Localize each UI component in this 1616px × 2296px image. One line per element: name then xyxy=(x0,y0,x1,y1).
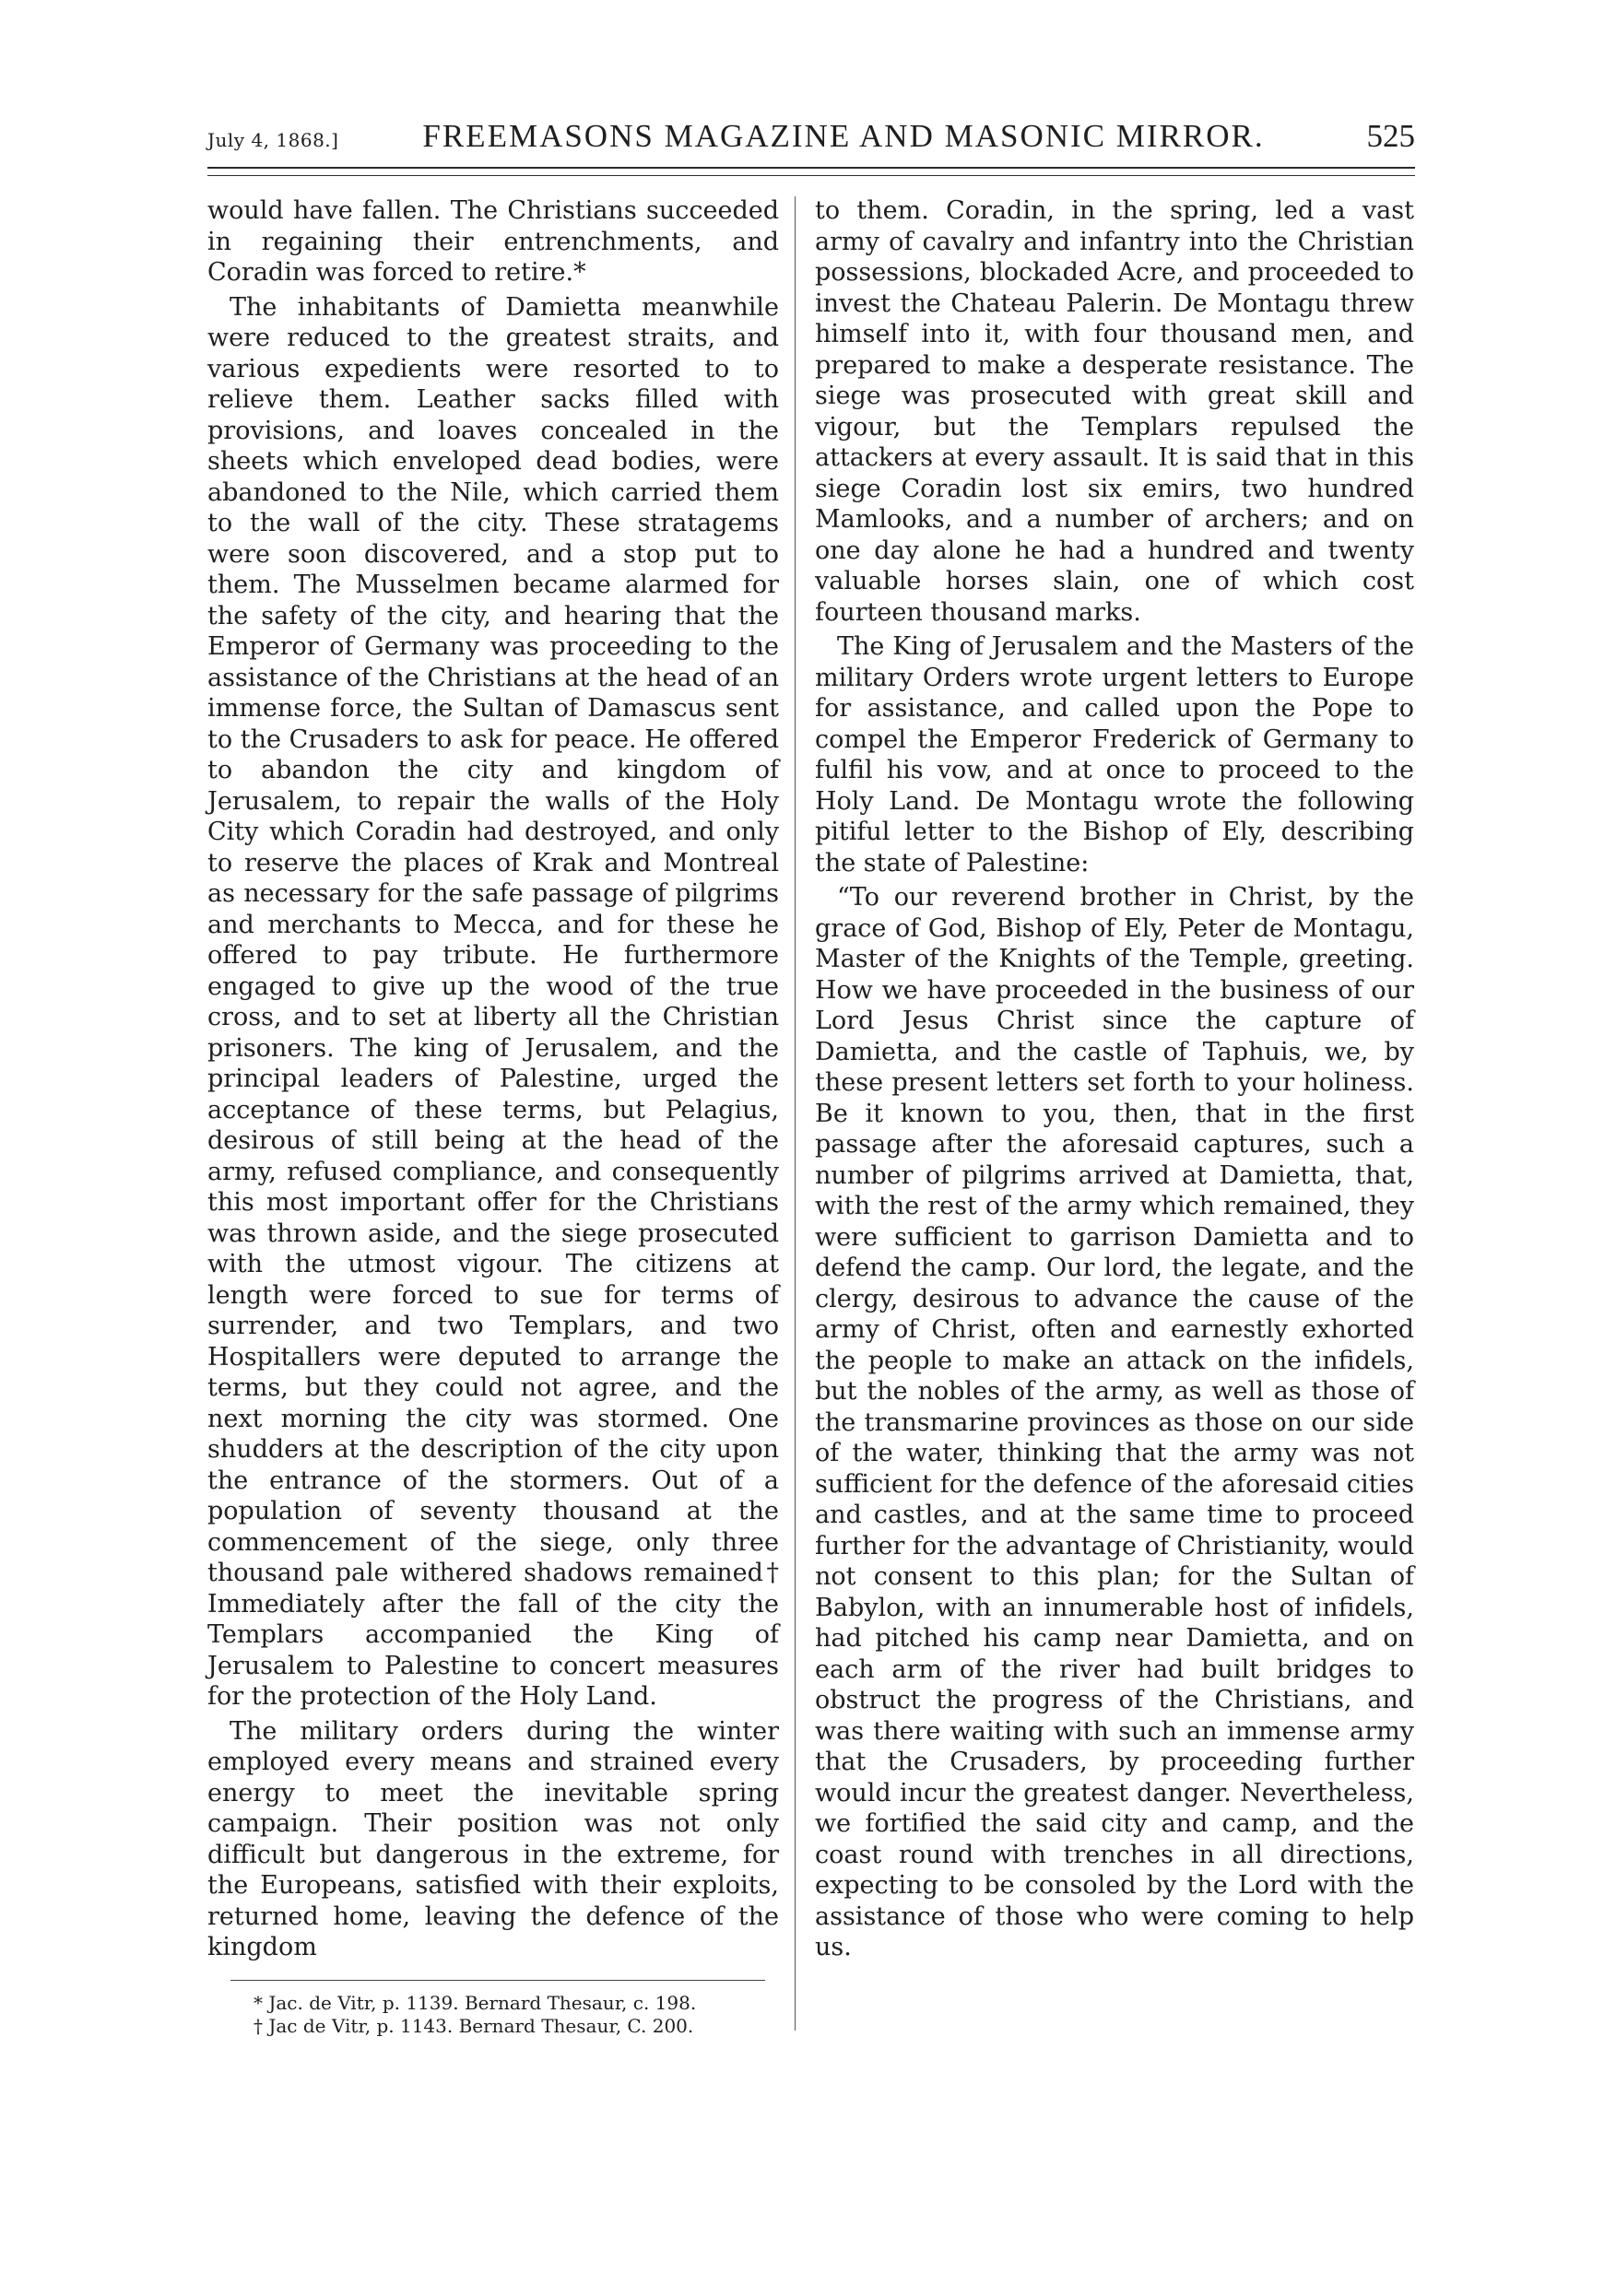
paragraph: “To our reverend brother in Christ, by the grace of God, Bishop of Ely, Peter de Montagu, Master of the Knights of the Temple, greeting. How we have proceeded in the business of our Lord Jesus Christ since the capture of Damietta, and the castle of Taphuis, we, by these present letters set forth to your holiness. Be it known to you, then, that in the first passage after the aforesaid captures, such a number of pilgrims arrived at Damietta, that, with the rest of the army which remained, they were sufficient to garrison Damietta and to defend the camp. Our lord, the legate, and the clergy, desirous to advance the cause of the army of Christ, often and earnestly exhorted the people to make an attack on the infidels, but the nobles of the army, as well as those of the transmarine provinces as those on our side of the water, thinking that the army was not sufficient for the defence of the aforesaid cities and castles, and at the same time to proceed further for the advantage of Christianity, would not consent to this plan; for the Sultan of Babylon, with an innumerable host of infidels, had pitched his camp near Damietta, and on each arm of the river had built bridges to obstruct the progress of the Christians, and was there waiting with such an immense army that the Crusaders, by proceeding further would incur the greatest danger. Nevertheless, we fortified the said city and camp, and the coast round with trenches in all directions, expecting to be consoled by the Lord with the assistance of those who were coming to help us. xyxy=(815,883,1414,1961)
paragraph: The military orders during the winter employed every means and strained every energy to meet the inevitable spring campaign. Their position was not only difficult but dangerous in the extreme, for the Europeans, satisfied with their exploits, returned home, leaving the defence of the kingdom xyxy=(207,1716,779,1961)
footnote: † Jac de Vitr, p. 1143. Bernard Thesaur, C. 200. xyxy=(254,2014,694,2037)
header-rule-thin xyxy=(207,175,1415,176)
issue-date: July 4, 1868.] xyxy=(207,129,339,151)
running-header xyxy=(207,118,1415,159)
footnote: * Jac. de Vitr, p. 1139. Bernard Thesaur, c. 198. xyxy=(254,1991,697,2014)
paragraph: would have fallen. The Christians succeeded in regaining their entrenchments, and Coradin was forced to retire.* xyxy=(207,196,779,287)
page-number: 525 xyxy=(1366,118,1415,154)
right-column xyxy=(815,195,1414,1967)
column-divider xyxy=(795,196,796,2031)
paragraph: The King of Jerusalem and the Masters of the military Orders wrote urgent letters to Europe for assistance, and called upon the Pope to compel the Emperor Frederick of Germany to fulfil his vow, and at once to proceed to the Holy Land. De Montagu wrote the following pitiful letter to the Bishop of Ely, describing the state of Palestine: xyxy=(815,632,1414,877)
footnote-rule xyxy=(230,1980,765,1981)
header-rule-thick xyxy=(207,167,1415,169)
left-column xyxy=(207,195,779,2038)
footnotes xyxy=(207,1992,779,2038)
paragraph: The inhabitants of Damietta meanwhile were reduced to the greatest straits, and various expedients were resorted to to relieve them. Leather sacks filled with provisions, and loaves concealed in the sheets which enveloped dead bodies, were abandoned to the Nile, which carried them to the wall of the city. These stratagems were soon discovered, and a stop put to them. The Musselmen became alarmed for the safety of the city, and hearing that the Emperor of Germany was proceeding to the assistance of the Christians at the head of an immense force, the Sultan of Damascus sent to the Crusaders to ask for peace. He offered to abandon the city and kingdom of Jerusalem, to repair the walls of the Holy City which Coradin had destroyed, and only to reserve the places of Krak and Montreal as necessary for the safe passage of pilgrims and merchants to Mecca, and for these he offered to pay tribute. He furthermore engaged to give up the wood of the true cross, and to set at liberty all the Christian prisoners. The king of Jerusalem, and the principal leaders of Palestine, urged the acceptance of these terms, but Pelagius, desirous of still being at the head of the army, refused compliance, and consequently this most important offer for the Christians was thrown aside, and the siege prosecuted with the utmost vigour. The citizens at length were forced to sue for terms of surrender, and two Templars, and two Hospitallers were deputed to arrange the terms, but they could not agree, and the next morning the city was stormed. One shudders at the description of the city upon the entrance of the stormers. Out of a population of seventy thousand at the commencement of the siege, only three thousand pale withered shadows remained† Immediately after the fall of the city the Templars accompanied the King of Jerusalem to Palestine to concert measures for the protection of the Holy Land. xyxy=(207,292,779,1711)
publication-title: FREEMASONS MAGAZINE AND MASONIC MIRROR. xyxy=(422,118,1265,154)
paragraph: to them. Coradin, in the spring, led a vast army of cavalry and infantry into the Christian possessions, blockaded Acre, and proceeded to invest the Chateau Palerin. De Montagu threw himself into it, with four thousand men, and prepared to make a desperate resistance. The siege was prosecuted with great skill and vigour, but the Templars repulsed the attackers at every assault. It is said that in this siege Coradin lost six emirs, two hundred Mamlooks, and a number of archers; and on one day alone he had a hundred and twenty valuable horses slain, one of which cost fourteen thousand marks. xyxy=(815,196,1414,627)
